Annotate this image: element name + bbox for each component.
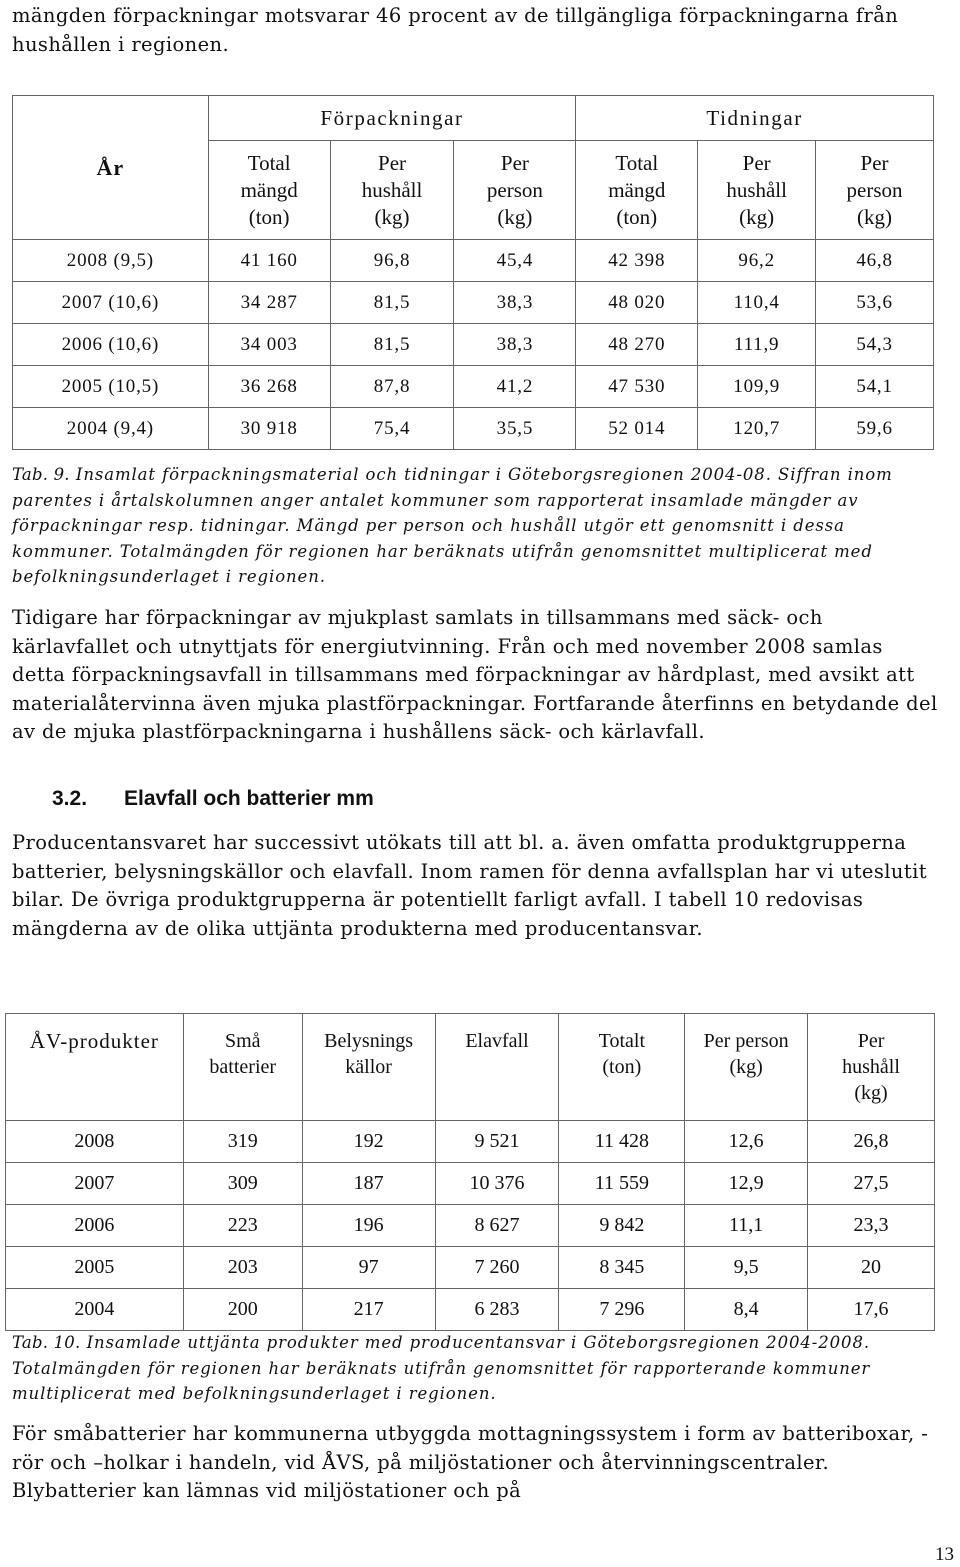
table-cell: 12,9 [685,1163,808,1205]
column-header: Total mängd (ton) [208,141,330,240]
table-cell: 54,3 [816,324,934,366]
table-cell: 9 521 [435,1121,559,1163]
table-row [13,408,934,450]
table-cell: 120,7 [698,408,816,450]
table-row [13,240,934,282]
table-cell: 2004 (9,4) [13,408,209,450]
column-header: Per person (kg) [454,141,576,240]
table-cell: 2004 [6,1289,184,1331]
table-cell: 81,5 [330,324,454,366]
column-header: Total mängd (ton) [576,141,698,240]
table-cell: 109,9 [698,366,816,408]
table-cell: 217 [302,1289,435,1331]
table10-caption [12,1330,947,1407]
table-cell: 187 [302,1163,435,1205]
paragraph-producer-responsibility: Producentansvaret har successivt utökats till att bl. a. även omfatta produktgrupperna batterier, belysningskällor och elavfall. Inom ramen för denna avfallsplan har vi uteslutit bilar. De övriga produktgrupperna är potentiellt farligt avfall. I tabell 10 redovisas mängderna av de olika uttjänta produkterna med producentansvar. [12,831,927,940]
table-cell: 53,6 [816,282,934,324]
paragraph-batteries: För småbatterier har kommunerna utbyggda mottagningssystem i form av batteriboxar, -rör och –holkar i handeln, vid ÅVS, på miljöstationer och återvinningscentraler. Blybatterier kan lämnas vid miljöstationer och på [12,1422,929,1502]
table-cell: 38,3 [454,324,576,366]
intro-paragraph: mängden förpackningar motsvarar 46 procent av de tillgängliga förpackningarna från hushållen i regionen. [12,4,899,56]
table-cell: 27,5 [808,1163,935,1205]
table-cell: 2006 [6,1205,184,1247]
table-cell: 9 842 [559,1205,685,1247]
table-cell: 8,4 [685,1289,808,1331]
table-cell: 38,3 [454,282,576,324]
packaging-group-header: Förpackningar [208,96,576,141]
table-cell: 54,1 [816,366,934,408]
table-row [6,1121,935,1163]
table-cell: 319 [183,1121,302,1163]
caption-text: Insamlat förpackningsmaterial och tidningar i Göteborgsregionen 2004-08. Siffran inom parentes i årtalskolumnen anger antalet kommuner som rapporterat insamlade mängder av förpackningar resp. tidningar. Mängd per person och hushåll utgör ett genomsnitt i dessa kommuner. Totalmängden för regionen har beräknats utifrån genomsnittet multiplicerat med befolkningsunderlaget i regionen. [12,465,893,586]
table-cell: 47 530 [576,366,698,408]
newspapers-group-header: Tidningar [576,96,934,141]
column-header: Per person (kg) [816,141,934,240]
table-row [6,1247,935,1289]
table-cell: 97 [302,1247,435,1289]
table-cell: 59,6 [816,408,934,450]
paragraph-plastics: Tidigare har förpackningar av mjukplast samlats in tillsammans med säck- och kärlavfallet och utnyttjats för energiutvinning. Från och med november 2008 samlas detta förpackningsavfall in tillsammans med förpackningar av hårdplast, med avsikt att materialåtervinna även mjuka plastförpackningar. Fortfarande återfinns en betydande del av de mjuka plastförpackningarna i hushållens säck- och kärlavfall. [12,606,938,743]
section-number: 3.2. [52,787,88,810]
column-header: ÅV-produkter [6,1014,184,1121]
table-cell: 23,3 [808,1205,935,1247]
table-row [13,282,934,324]
table-cell: 223 [183,1205,302,1247]
table-cell: 36 268 [208,366,330,408]
table-cell: 2007 [6,1163,184,1205]
table-cell: 48 020 [576,282,698,324]
caption-text: Insamlade uttjänta produkter med producentansvar i Göteborgsregionen 2004-2008. Totalmängden för regionen har beräknats utifrån genomsnittet för rapporterande kommuner multiplicerat med befolkningsunderlaget i regionen. [12,1333,871,1403]
table-cell: 2006 (10,6) [13,324,209,366]
section-title: Elavfall och batterier mm [124,787,374,810]
column-header: Per person (kg) [685,1014,808,1121]
table-row [13,366,934,408]
column-header: Totalt (ton) [559,1014,685,1121]
table-cell: 7 260 [435,1247,559,1289]
table-cell: 45,4 [454,240,576,282]
page-number: 13 [935,1544,954,1565]
table-cell: 11 428 [559,1121,685,1163]
table-cell: 41,2 [454,366,576,408]
table-cell: 42 398 [576,240,698,282]
table-cell: 10 376 [435,1163,559,1205]
table9-caption [12,462,947,590]
table-cell: 34 287 [208,282,330,324]
table-cell: 52 014 [576,408,698,450]
packaging-newspapers-table [12,95,934,450]
table-cell: 8 345 [559,1247,685,1289]
column-header: Elavfall [435,1014,559,1121]
table-cell: 12,6 [685,1121,808,1163]
year-header: År [13,96,209,240]
table-cell: 2007 (10,6) [13,282,209,324]
table-cell: 203 [183,1247,302,1289]
table-cell: 9,5 [685,1247,808,1289]
table-cell: 2008 [6,1121,184,1163]
table-row [6,1163,935,1205]
caption-label: Tab. 10. [12,1333,81,1352]
table-cell: 30 918 [208,408,330,450]
table-cell: 11,1 [685,1205,808,1247]
table-cell: 17,6 [808,1289,935,1331]
table-cell: 35,5 [454,408,576,450]
table-cell: 2005 (10,5) [13,366,209,408]
column-header: Per hushåll (kg) [330,141,454,240]
table-cell: 6 283 [435,1289,559,1331]
table-cell: 81,5 [330,282,454,324]
table-cell: 110,4 [698,282,816,324]
table-cell: 46,8 [816,240,934,282]
table-row [6,1205,935,1247]
table-cell: 200 [183,1289,302,1331]
table-row [13,324,934,366]
column-header: Belysnings källor [302,1014,435,1121]
table-cell: 87,8 [330,366,454,408]
table-cell: 75,4 [330,408,454,450]
table-cell: 96,2 [698,240,816,282]
column-header: Små batterier [183,1014,302,1121]
table-cell: 48 270 [576,324,698,366]
table-cell: 96,8 [330,240,454,282]
table-cell: 192 [302,1121,435,1163]
table-row [6,1289,935,1331]
table-cell: 7 296 [559,1289,685,1331]
column-header: Per hushåll (kg) [808,1014,935,1121]
table-cell: 20 [808,1247,935,1289]
table-cell: 34 003 [208,324,330,366]
table-cell: 309 [183,1163,302,1205]
table-cell: 41 160 [208,240,330,282]
producer-responsibility-table [5,1013,935,1331]
column-header: Per hushåll (kg) [698,141,816,240]
table-cell: 8 627 [435,1205,559,1247]
table-cell: 26,8 [808,1121,935,1163]
table-cell: 196 [302,1205,435,1247]
table-cell: 2005 [6,1247,184,1289]
table-cell: 111,9 [698,324,816,366]
table-cell: 11 559 [559,1163,685,1205]
table-cell: 2008 (9,5) [13,240,209,282]
section-heading [52,787,374,811]
caption-label: Tab. 9. [12,465,70,484]
